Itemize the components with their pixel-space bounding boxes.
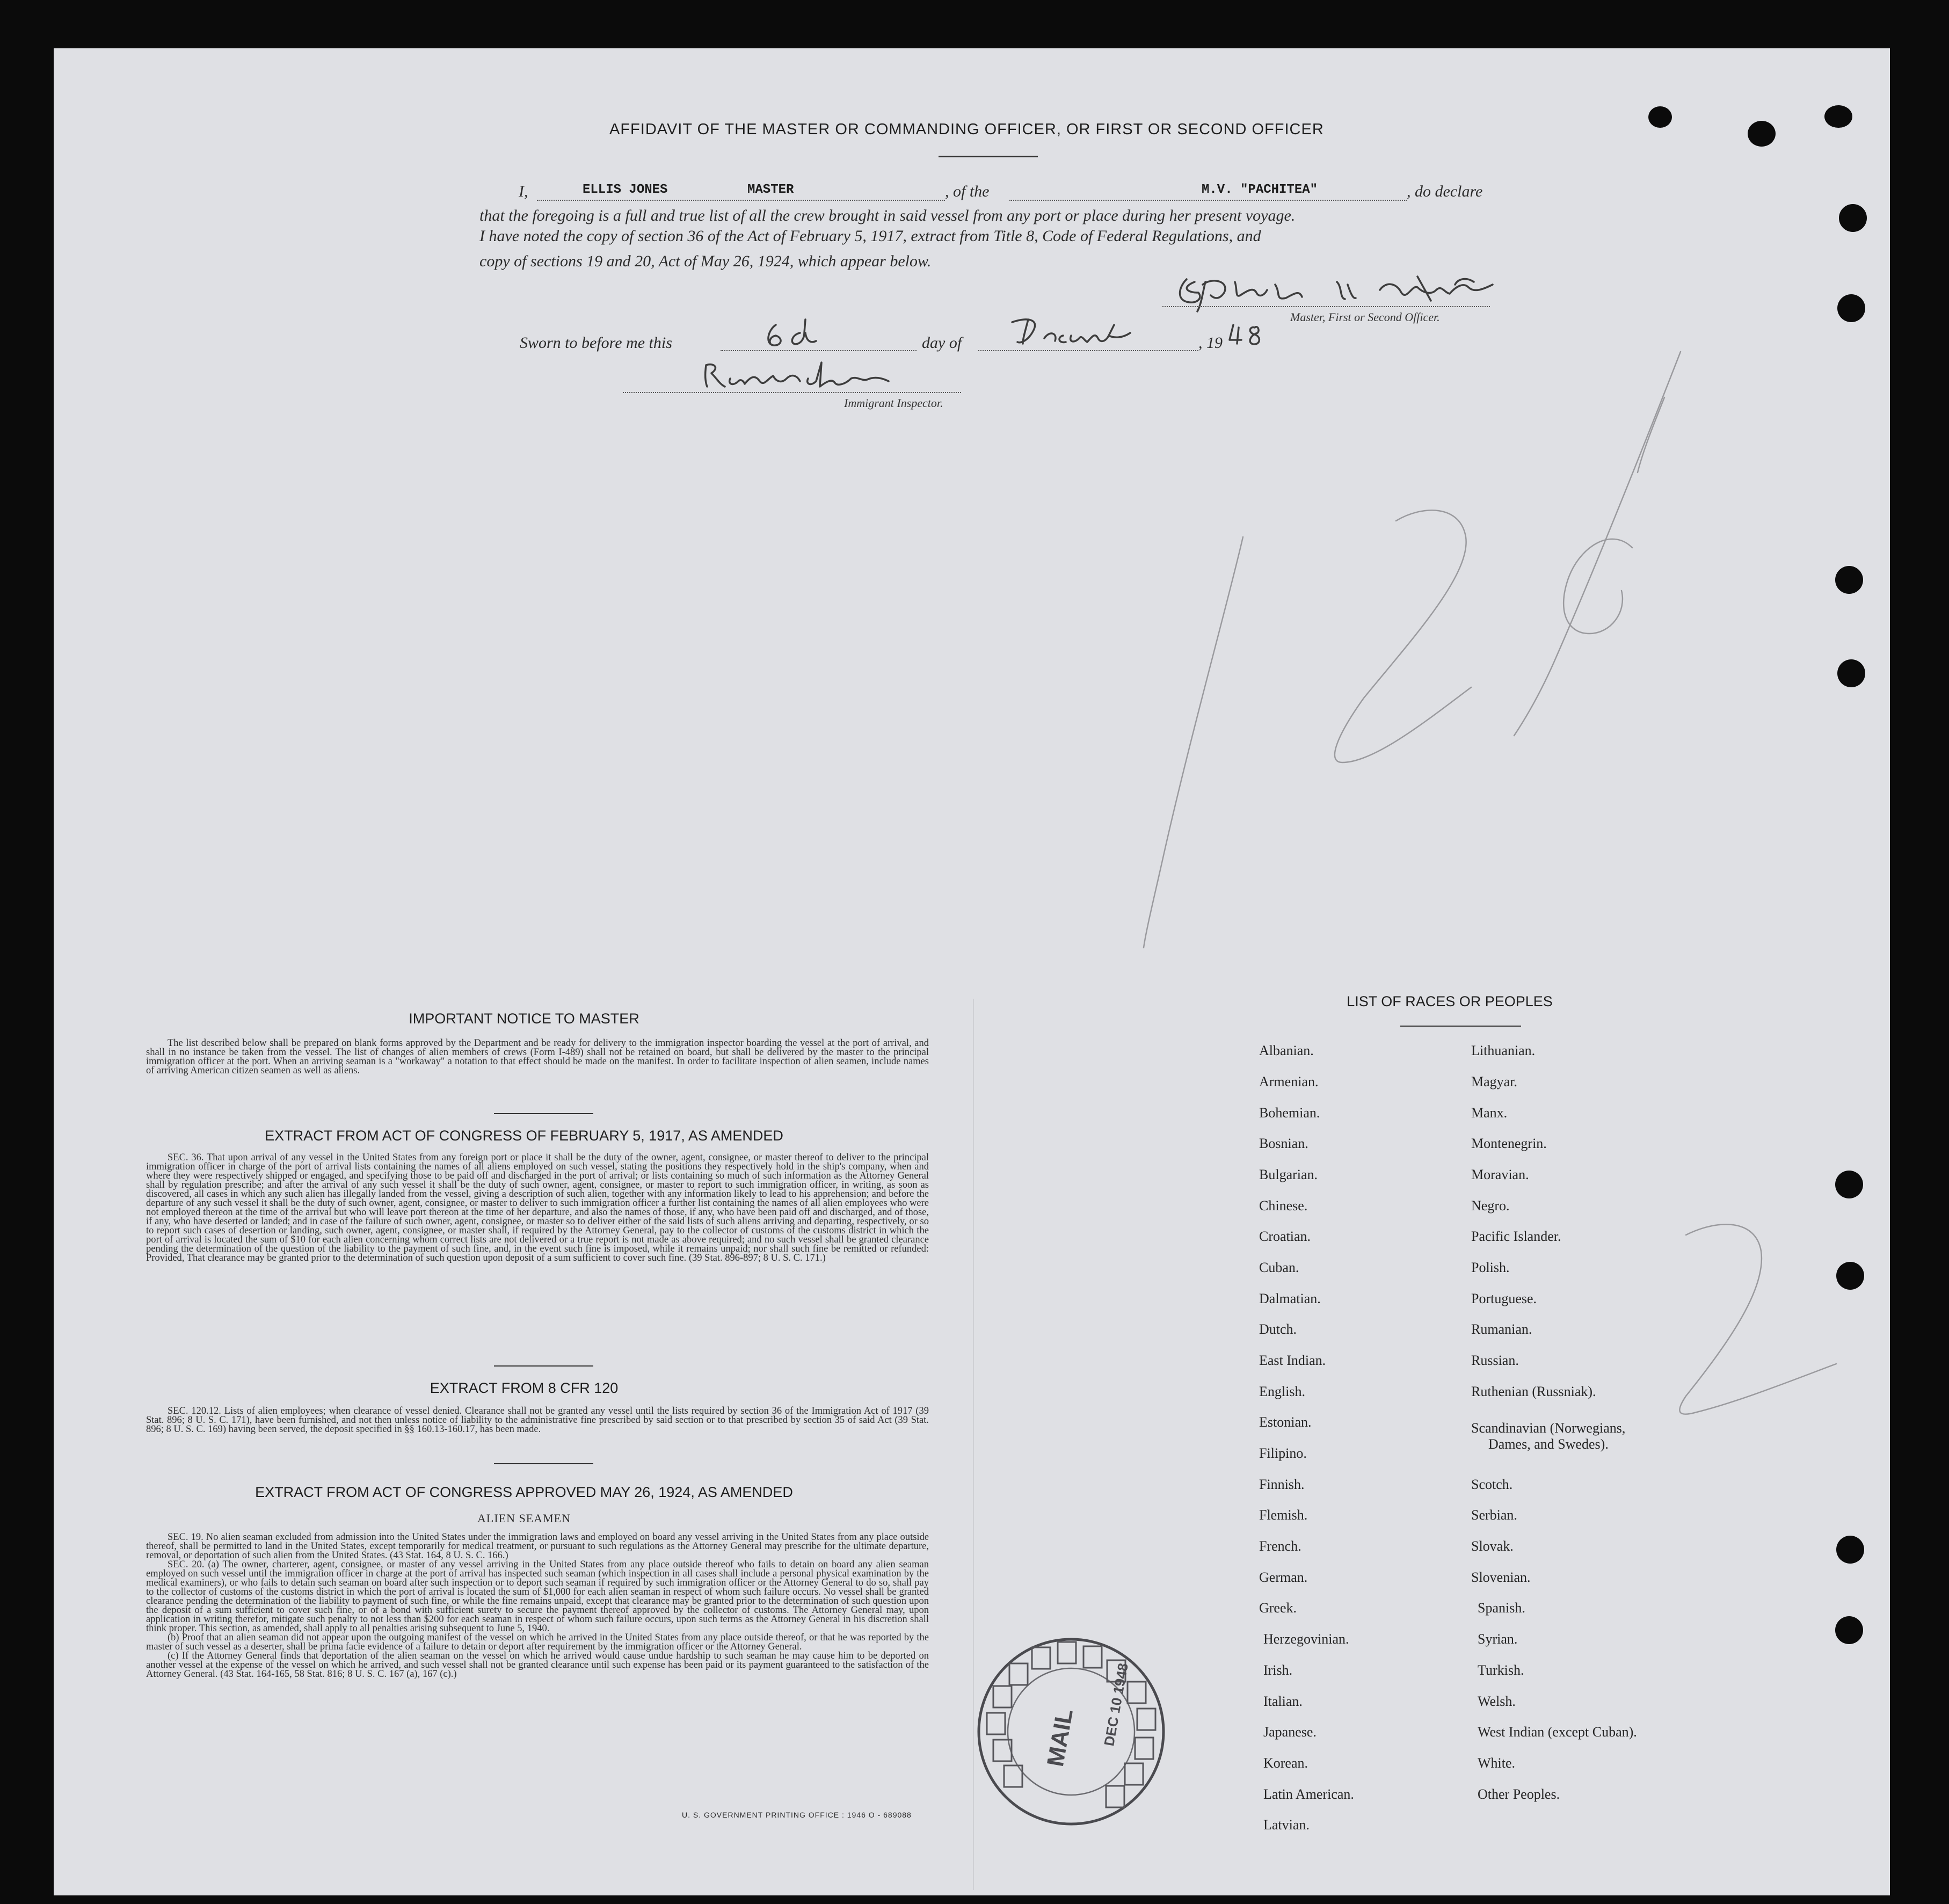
race-item: Slovak.: [1471, 1538, 1514, 1554]
day-of-label: day of: [922, 334, 962, 352]
year-prefix: , 19: [1198, 334, 1223, 352]
race-item: Russian.: [1471, 1353, 1519, 1368]
race-item: Rumanian.: [1471, 1321, 1532, 1337]
master-signature-line: [1162, 306, 1490, 307]
extract-1924-sec20b: (b) Proof that an alien seaman did not appear upon the outgoing manifest of the vessel on which he arrived in the United States from any place outside thereof, or that he was reported by the master of such vessel as a deserter, shall be prima facie evidence of a failure to detain or deport after requirement by the immigration officer or the Attorney General.: [146, 1632, 929, 1652]
mail-stamp: [972, 1632, 1170, 1831]
inspector-signature-line: [623, 392, 961, 393]
pencil-notation: [1095, 311, 1740, 1074]
extract-1924-text: [146, 1533, 929, 1679]
race-item: Korean.: [1263, 1755, 1308, 1771]
affidavit-line-4: copy of sections 19 and 20, Act of May 26, 1924, which appear below.: [479, 252, 932, 270]
extract-cfr-text: [146, 1407, 929, 1434]
of-the-label: , of the: [945, 183, 990, 200]
punch-hole: [1837, 659, 1865, 687]
race-item: German.: [1259, 1569, 1308, 1585]
race-item: Scotch.: [1471, 1477, 1513, 1492]
day-handwriting: [762, 314, 827, 352]
punch-hole: [1836, 1536, 1864, 1564]
race-item: Bulgarian.: [1259, 1167, 1318, 1182]
stamp-date: DEC 10 1948: [1101, 1662, 1131, 1748]
race-item: Lithuanian.: [1471, 1043, 1536, 1058]
race-item: Dalmatian.: [1259, 1291, 1321, 1306]
inspector-caption: Immigrant Inspector.: [844, 396, 943, 410]
printer-line: U. S. GOVERNMENT PRINTING OFFICE : 1946 O - 689088: [682, 1811, 912, 1819]
extract-1924-sec20a: SEC. 20. (a) The owner, charterer, agent, consignee, or master of any vessel arriving in the United States from any place outside thereof who fails to detain on board any alien seaman employed on such vessel until the immigration officer in charge at the port of arrival has inspected such seaman (which inspection in all cases shall include a personal physical examination by the medical examiners), or who fails to detain such seaman on board after such inspection or to deport such seaman if required by such immigration officer or the Attorney General to do so, shall pay to the collector of customs of the customs district in which the port of arrival is located the sum of $1,000 for each alien seaman in respect of whom such failure occurs. No vessel shall be granted clearance pending the determination of the liability to payment of such fine, or while the fine remains unpaid, except that clearance may be granted prior to the determination of such question upon the deposit of a sum sufficient to cover such fine, or of a bond with sufficient surety to secure the payment thereof approved by the collector of customs. The Attorney General may, upon application in writing therefor, mitigate such penalty to not less than $200 for each seaman in respect of whom such failure occurs, upon such terms as the Attorney General in his discretion shall think proper. This section, as amended, shall apply to all penalties arising subsequent to June 5, 1940.: [146, 1559, 929, 1634]
vessel-name: M.V. "PACHITEA": [1202, 183, 1318, 197]
affidavit-line-3: I have noted the copy of section 36 of the Act of February 5, 1917, extract from Title 8, Code of Federal Regulations, and: [479, 227, 1261, 245]
race-item: Flemish.: [1259, 1507, 1308, 1523]
extract-cfr-paragraph: SEC. 120.12. Lists of alien employees; when clearance of vessel denied. Clearance shall not be granted any vessel until the lists required by section 36 of the Immigration Act of 1917 (39 Stat. 896; 8 U. S. C. 171), have been furnished, and not then unless notice of liability to the administrative fine prescribed by said section or to that prescribed by section 35 of said Act (39 Stat. 896; 8 U. S. C. 169) having been served, the deposit specified in §§ 160.13-160.17, has been made.: [146, 1406, 929, 1435]
name-line: [537, 200, 945, 201]
race-item: English.: [1259, 1384, 1305, 1399]
race-item: Welsh.: [1478, 1694, 1516, 1709]
race-item: Turkish.: [1478, 1662, 1524, 1678]
race-item: Chinese.: [1259, 1198, 1308, 1213]
race-item: Serbian.: [1471, 1507, 1517, 1523]
race-item: Moravian.: [1471, 1167, 1529, 1182]
race-item: Irish.: [1263, 1662, 1293, 1678]
extract-1924-title: EXTRACT FROM ACT OF CONGRESS APPROVED MAY 26, 1924, AS AMENDED: [255, 1484, 793, 1500]
race-item: Polish.: [1471, 1260, 1510, 1275]
race-item: Latin American.: [1263, 1786, 1354, 1802]
extract-1917-title: EXTRACT FROM ACT OF CONGRESS OF FEBRUARY 5, 1917, AS AMENDED: [265, 1128, 783, 1144]
race-item: Slovenian.: [1471, 1569, 1531, 1585]
extract-1924-subtitle: ALIEN SEAMEN: [477, 1511, 571, 1525]
affidavit-line-2: that the foregoing is a full and true list of all the crew brought in said vessel from any port or place during her present voyage.: [479, 207, 1296, 224]
extract-1917-text: [146, 1153, 929, 1263]
race-item: Armenian.: [1259, 1074, 1319, 1089]
race-item: Syrian.: [1478, 1631, 1518, 1647]
vessel-line: [1009, 200, 1407, 201]
race-item: Estonian.: [1259, 1414, 1312, 1430]
race-item: Cuban.: [1259, 1260, 1299, 1275]
race-item: White.: [1478, 1755, 1516, 1771]
punch-hole: [1835, 1616, 1863, 1644]
races-title: LIST OF RACES OR PEOPLES: [1347, 993, 1553, 1009]
race-item: Montenegrin.: [1471, 1136, 1547, 1151]
race-item: Bohemian.: [1259, 1105, 1320, 1121]
race-item: Latvian.: [1263, 1817, 1310, 1833]
extract-1917-rule: [494, 1365, 593, 1367]
affidavit-pronoun: I,: [519, 183, 528, 200]
race-item: West Indian (except Cuban).: [1478, 1724, 1637, 1740]
race-item: Magyar.: [1471, 1074, 1517, 1089]
inspector-signature: [701, 357, 937, 395]
race-item: Spanish.: [1478, 1600, 1525, 1616]
races-rule: [1400, 1026, 1521, 1027]
extract-1917-paragraph: SEC. 36. That upon arrival of any vessel in the United States from any foreign port or place it shall be the duty of the owner, agent, consignee, or master thereof to deliver to the principal immigration officer in charge of the port of arrival lists containing the names of all aliens employed on such vessel, stating the positions they respectively hold in the ship's company, when and where they were respectively shipped or engaged, and specifying those to be paid off and discharged in the port of arrival; or lists containing so much of such information as the Attorney General shall by regulation prescribe; and after the arrival of any such vessel it shall be the duty of such owner, agent, consignee, or master to report to such immigration officer, in writing, as soon as discovered, all cases in which any such alien has illegally landed from the vessel, giving a description of such alien, together with any information likely to lead to his apprehension; and before the departure of any such vessel it shall be the duty of such owner, agent, consignee, or master to deliver to such immigration officer a further list containing the names of all alien employees who were not employed thereon at the time of the arrival but who will leave port thereon at the time of her departure, and also the names of those, if any, who have been paid off and discharged, and of those, if any, who have deserted or landed; and in case of the failure of such owner, agent, consignee, or master so to deliver either of the said lists of such aliens arriving and departing, respectively, or so to report such cases of desertion or landing, such owner, agent, consignee, or master shall, if required by the Attorney General, pay to the collector of customs of the customs district in which the port of arrival is located the sum of $10 for each alien concerning whom correct lists are not delivered or a true report is not made as above required; and no such vessel shall be granted clearance pending the determination of the question of the liability to the payment of such fine, and, in the event such fine is imposed, while it remains unpaid; nor shall such fine be remitted or refunded: Provided, That clearance may be granted prior to the determination of such question upon deposit of a sum sufficient to cover such fine. (39 Stat. 896-897; 8 U. S. C. 171.): [146, 1152, 929, 1263]
punch-hole: [1835, 566, 1863, 594]
race-item: Greek.: [1259, 1600, 1297, 1616]
master-rank: MASTER: [747, 183, 794, 197]
punch-hole: [1835, 1171, 1863, 1198]
race-item: French.: [1259, 1538, 1301, 1554]
race-item: Pacific Islander.: [1471, 1229, 1561, 1244]
race-item: Scandinavian (Norwegians,: [1471, 1420, 1626, 1436]
race-item: Albanian.: [1259, 1043, 1314, 1058]
race-item: Herzegovinian.: [1263, 1631, 1349, 1647]
notice-paragraph: The list described below shall be prepared on blank forms approved by the Department and be ready for delivery to the immigration inspector boarding the vessel at the port of arrival, and shall in no instance be taken from the vessel. The list of changes of alien members of crews (Form I-489) shall not be retained on board, but shall be delivered by the master to the principal immigration officer at the port. When an arriving seaman is a "workaway" a notation to that effect should be made on the manifest. In order to facilitate inspection of alien seamen, include names of arriving American citizen seamen as well as aliens.: [146, 1038, 929, 1076]
extract-cfr-rule: [494, 1463, 593, 1464]
notice-text: [146, 1039, 929, 1075]
race-item: Bosnian.: [1259, 1136, 1308, 1151]
extract-1924-sec19: SEC. 19. No alien seaman excluded from admission into the United States under the immigration laws and employed on board any vessel arriving in the United States from any place outside thereof, shall be permitted to land in the United States, except temporarily for medical treatment, or pursuant to such regulations as the Attorney General may prescribe for the ultimate departure, removal, or deportation of such alien from the United States. (43 Stat. 164, 8 U. S. C. 166.): [146, 1532, 929, 1561]
notice-rule: [494, 1113, 593, 1114]
sworn-label: Sworn to before me this: [520, 334, 672, 352]
master-name: ELLIS JONES: [583, 183, 668, 197]
race-item: Manx.: [1471, 1105, 1508, 1121]
race-item: Dames, and Swedes).: [1488, 1436, 1609, 1452]
race-item: Dutch.: [1259, 1321, 1297, 1337]
declare-label: , do declare: [1407, 183, 1483, 200]
race-item: Negro.: [1471, 1198, 1510, 1213]
race-item: Ruthenian (Russniak).: [1471, 1384, 1596, 1399]
master-caption: Master, First or Second Officer.: [1290, 310, 1440, 324]
race-item: Filipino.: [1259, 1445, 1307, 1461]
title-rule: [939, 156, 1038, 157]
punch-hole: [1839, 204, 1867, 232]
stamp-word: MAIL: [1042, 1707, 1078, 1769]
punch-hole: [1824, 105, 1852, 128]
race-item: Portuguese.: [1471, 1291, 1537, 1306]
race-item: Other Peoples.: [1478, 1786, 1560, 1802]
punch-hole: [1837, 294, 1865, 322]
race-item: East Indian.: [1259, 1353, 1326, 1368]
extract-1924-sec20c: (c) If the Attorney General finds that deportation of the alien seaman on the vessel on which he arrived would cause undue hardship to such seaman he may cause him to be deported on another vessel at the expense of the vessel on which he arrived, and such vessel shall not be granted clearance until such expense has been paid or its payment guaranteed to the satisfaction of the Attorney General. (43 Stat. 164-165, 58 Stat. 816; 8 U. S. C. 167 (a), 167 (c).): [146, 1651, 929, 1680]
notice-title: IMPORTANT NOTICE TO MASTER: [409, 1011, 639, 1027]
race-item: Italian.: [1263, 1694, 1303, 1709]
race-item: Finnish.: [1259, 1477, 1305, 1492]
punch-hole: [1648, 106, 1672, 128]
punch-hole: [1748, 121, 1776, 147]
extract-cfr-title: EXTRACT FROM 8 CFR 120: [430, 1380, 619, 1396]
race-item: Japanese.: [1263, 1724, 1317, 1740]
race-item: Croatian.: [1259, 1229, 1311, 1244]
affidavit-title: AFFIDAVIT OF THE MASTER OR COMMANDING OFFICER, OR FIRST OR SECOND OFFICER: [609, 121, 1324, 138]
pencil-notation-lower: [1632, 1203, 1847, 1450]
